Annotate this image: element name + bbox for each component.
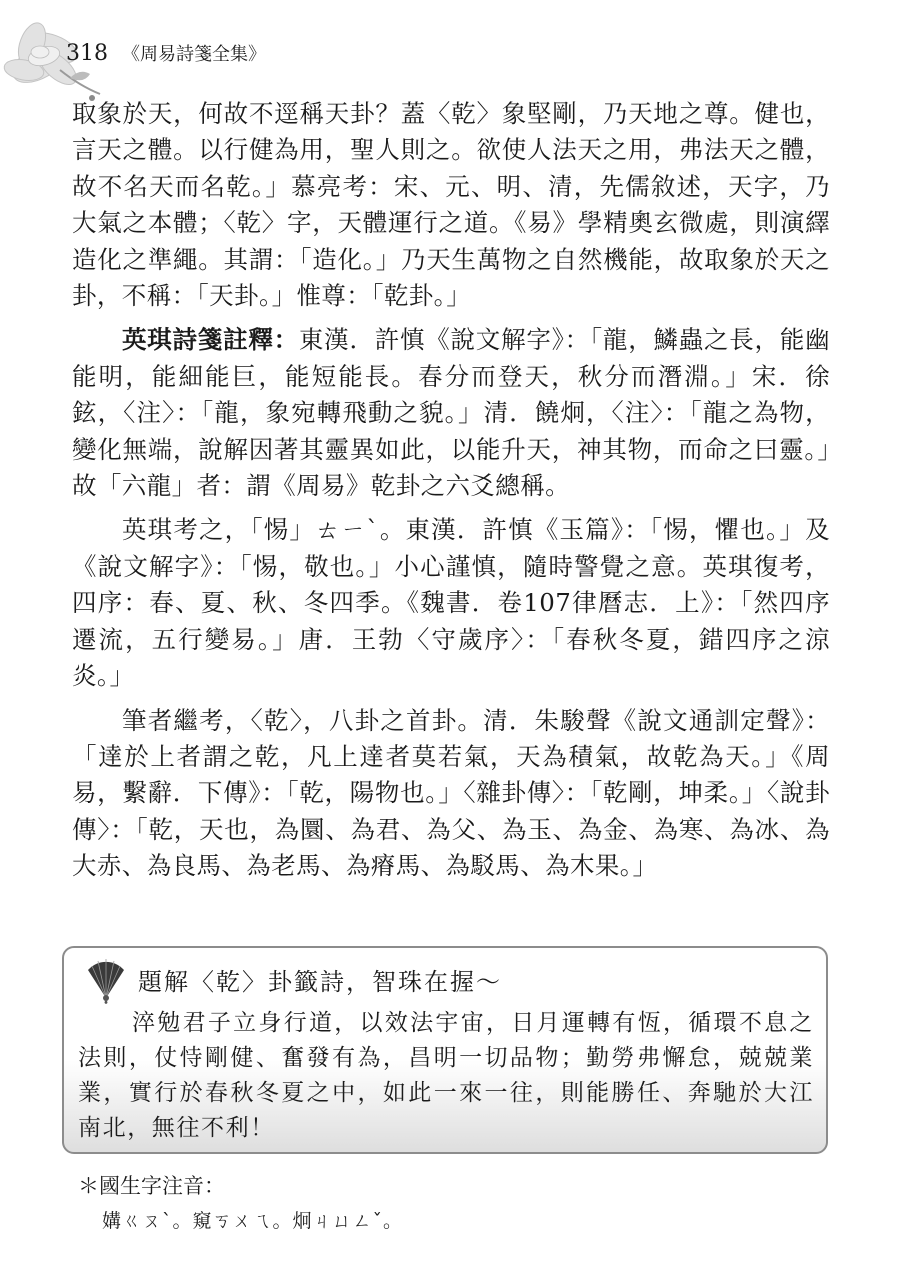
page-header [66, 40, 266, 72]
paragraph-text: 取象於天，何故不逕稱天卦？蓋〈乾〉象堅剛，乃天地之尊。健也，言天之體。以行健為用，聖人則之。欲使人法天之用，弗法天之體，故不名天而名乾。」慕亮考：宋、元、明、清，先儒敘述，天字，乃大氣之本體；〈乾〉字，天體運行之道。《易》學精奧玄微處，則演繹造化之準繩。其謂：「造化。」乃天生萬物之自然機能，故取象於天之卦，不稱：「天卦。」惟尊：「乾卦。」 [72, 99, 830, 311]
pronunciation-notes: 媾ㄍㄡˋ。窺ㄎㄨㄟ。炯ㄐㄩㄥˇ。 [102, 1210, 404, 1232]
annotation-label: 英琪詩箋註釋： [122, 325, 299, 355]
paragraph-text: 英琪考之，「惕」ㄊㄧˋ。東漢．許慎《玉篇》：「惕，懼也。」及《說文解字》：「惕，敬也。」小心謹慎，隨時警覺之意。英琪復考，四序：春、夏、秋、冬四季。《魏書．卷107律曆志．上》：「然四序遷流，五行變易。」唐．王勃〈守歲序〉：「春秋冬夏，錯四序之涼炎。」 [72, 515, 830, 691]
page-number: 318 [66, 41, 108, 66]
paragraph-2 [72, 322, 830, 504]
poem-box-title: 題解〈乾〉卦籤詩，智珠在握～ [138, 968, 502, 996]
paragraph-text: 筆者繼考，〈乾〉，八卦之首卦。清．朱駿聲《說文通訓定聲》：「達於上者謂之乾，凡上達者莫若氣，天為積氣，故乾為天。」《周易，繫辭．下傳》：「乾，陽物也。」〈雜卦傳〉：「乾剛，坤柔。」〈說卦傳〉：「乾，天也，為圜、為君、為父、為玉、為金、為寒、為冰、為大赤、為良馬、為老馬、為瘠馬、為駁馬、為木果。」 [72, 705, 830, 881]
paragraph-3 [72, 512, 830, 694]
paragraph-1 [72, 96, 830, 314]
poem-box [62, 946, 828, 1154]
paragraph-text: 東漢．許慎《說文解字》：「龍，鱗蟲之長，能幽能明，能細能巨，能短能長。春分而登天，秋分而潛淵。」宋．徐鉉，〈注〉：「龍，象宛轉飛動之貌。」清．饒炯，〈注〉：「龍之為物，變化無端，說解因著其靈異如此，以能升天，神其物，而命之曰靈。」故「六龍」者：謂《周易》乾卦之六爻總稱。 [72, 325, 830, 501]
main-text [72, 96, 830, 893]
pronunciation-notes-title: ＊國生字注音： [78, 1174, 225, 1198]
poem-box-text: 淬勉君子立身行道，以效法宇宙，日月運轉有恆，循環不息之法則，仗恃剛健、奮發有為，昌明一切品物；勤勞弗懈怠，兢兢業業，實行於春秋冬夏之中，如此一來一往，則能勝任、奔馳於大江南北，無往不利！ [78, 1010, 814, 1141]
book-title: 《周易詩箋全集》 [122, 44, 266, 65]
paragraph-4 [72, 703, 830, 885]
fan-icon [86, 958, 126, 1004]
